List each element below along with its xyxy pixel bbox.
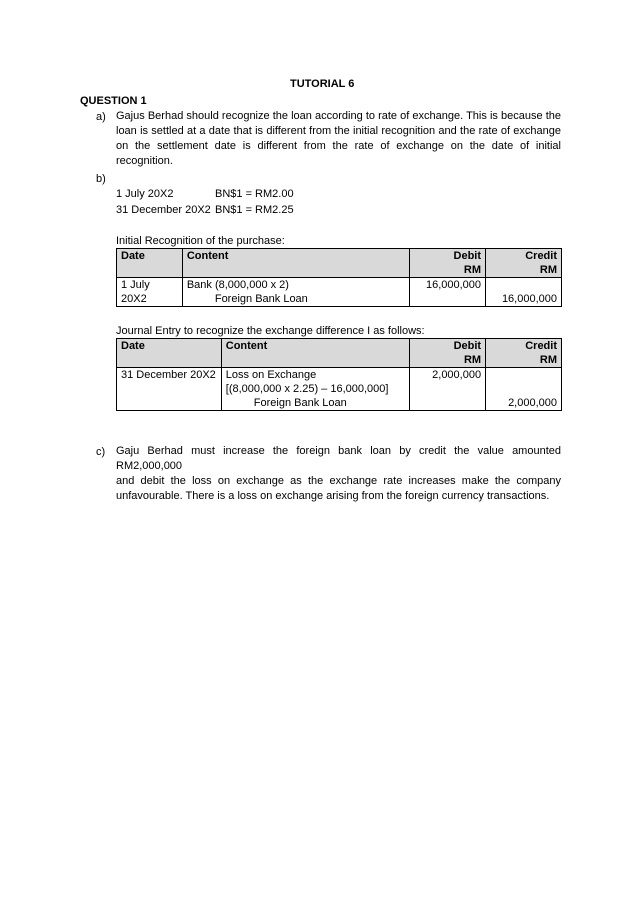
exchange-difference-table — [116, 338, 562, 411]
part-b-marker: b) — [96, 173, 106, 185]
part-c-line: and debit the loss on exchange as the exchange rate increases make the company — [116, 475, 561, 487]
credit-cell: 2,000,000 — [486, 368, 562, 411]
question-heading: QUESTION 1 — [80, 95, 147, 107]
part-c-line: Gaju Berhad must increase the foreign bank loan by credit the value amounted RM2,000,000 — [116, 445, 561, 472]
table2-caption: Journal Entry to recognize the exchange difference I as follows: — [116, 325, 425, 337]
part-a-marker: a) — [96, 111, 106, 123]
date-cell: 31 December 20X2 — [117, 368, 222, 411]
table1-caption: Initial Recognition of the purchase: — [116, 235, 285, 247]
table-row — [117, 368, 562, 411]
credit-cell: 16,000,000 — [486, 278, 562, 307]
initial-recognition-table — [116, 248, 562, 307]
part-a-line: loan is settled at a date that is different from the initial recognition and the rate of exchange — [116, 125, 561, 137]
table-header-row — [117, 339, 562, 368]
part-a-line: Gajus Berhad should recognize the loan according to rate of exchange. This is because the — [116, 110, 561, 122]
rate-date: 1 July 20X2 — [116, 188, 174, 200]
debit-cell: 16,000,000 — [410, 278, 486, 307]
date-cell: 1 July 20X2 — [117, 278, 183, 307]
content-header: Content — [221, 339, 409, 368]
rate-value: BN$1 = RM2.25 — [215, 204, 294, 216]
debit-header: Debit RM — [410, 339, 486, 368]
part-c-answer — [116, 444, 561, 504]
part-a-line: on the settlement date is different from the rate of exchange on the date of initial recognition. — [116, 140, 561, 167]
rate-date: 31 December 20X2 — [116, 204, 211, 216]
debit-header: Debit RM — [410, 249, 486, 278]
part-c-line: unfavourable. There is a loss on exchange arising from the foreign currency transactions. — [116, 490, 550, 502]
content-header: Content — [182, 249, 409, 278]
date-header: Date — [117, 339, 222, 368]
table-header-row — [117, 249, 562, 278]
rate-value: BN$1 = RM2.00 — [215, 188, 294, 200]
page-title: TUTORIAL 6 — [290, 78, 355, 90]
credit-header: Credit RM — [486, 249, 562, 278]
credit-header: Credit RM — [486, 339, 562, 368]
content-cell: Loss on Exchange [(8,000,000 x 2.25) – 16,000,000] Foreign Bank Loan — [221, 368, 409, 411]
date-header: Date — [117, 249, 183, 278]
content-cell: Bank (8,000,000 x 2) Foreign Bank Loan — [182, 278, 409, 307]
debit-cell: 2,000,000 — [410, 368, 486, 411]
part-c-marker: c) — [96, 446, 106, 458]
table-row — [117, 278, 562, 307]
part-a-answer — [116, 109, 561, 169]
